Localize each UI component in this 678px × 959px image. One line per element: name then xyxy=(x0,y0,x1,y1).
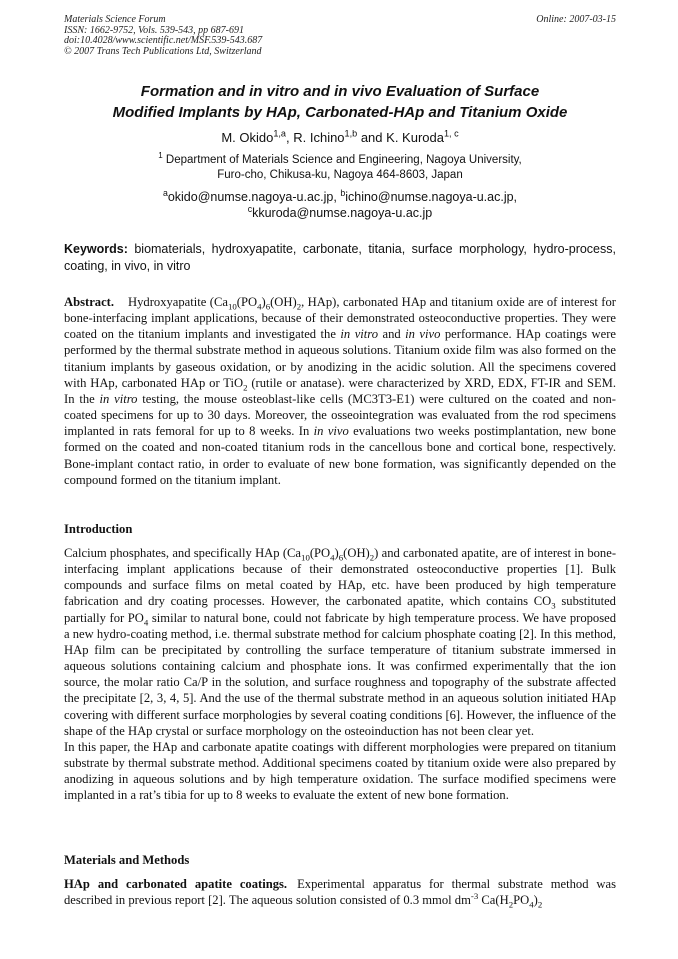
email-a-sup: a xyxy=(162,187,168,198)
subscript: 2 xyxy=(537,899,543,910)
italic-term: in vivo xyxy=(405,327,441,342)
journal-name: Materials Science Forum xyxy=(64,14,166,25)
subscript: 6 xyxy=(265,301,271,312)
keywords-label: Keywords: xyxy=(64,242,128,256)
methods-text: PO xyxy=(513,893,530,908)
abstract xyxy=(64,294,616,488)
author-2: R. Ichino xyxy=(293,130,345,145)
intro-text: ) and carbonated apatite, are of interest in bone-interfacing implant applications because of their demonstrated osteoconductive properties [1]. Bulk compounds and surface films on metal coated by HAp, etc. have been produced by high temperature fabrication and dry coating processes. However, the carbonated apatite, which contains CO xyxy=(64,546,617,609)
italic-term: in vivo xyxy=(313,424,349,439)
author-3: K. Kuroda xyxy=(386,130,444,145)
methods-text: ) xyxy=(533,893,538,908)
intro-text: Calcium phosphates, and specifically HAp (Ca xyxy=(64,546,302,560)
author-list: M. Okido$^{1,a}$, R. Ichino$^{1,b}$ and K. Kuroda$^{1, c}$ xyxy=(221,128,459,145)
subscript: 4 xyxy=(257,301,262,312)
italic-term: in vitro xyxy=(340,327,379,342)
subscript: 10 xyxy=(227,301,237,312)
subscript: 2 xyxy=(508,899,514,910)
keywords-text: biomaterials, hydroxyapatite, carbonate, titania, surface morphology, hydro-process, coating, in vivo, in vitro xyxy=(64,242,616,273)
abstract-text: (OH) xyxy=(270,295,297,309)
online-date: Online: 2007-03-15 xyxy=(536,14,616,25)
superscript: -3 xyxy=(470,890,479,901)
intro-paragraph-2: In this paper, the HAp and carbonate apatite coatings with different morphologies were prepared on titanium substrate by thermal substrate method. Additional specimens coated by titanium oxide were also prepared by anodizing in aqueous solutions and by high temperature oxidation. The surface modified specimens were implanted in a rat’s tibia for up to 8 weeks to evaluate the extent of new bone formation. xyxy=(64,739,616,803)
subscript: 2 xyxy=(369,552,375,563)
intro-text: ) xyxy=(334,546,339,560)
author-1-sup: 1,a xyxy=(273,128,286,139)
keywords xyxy=(64,241,616,274)
email-b-sup: b xyxy=(340,187,346,198)
methods-subheading: HAp and carbonated apatite coatings. xyxy=(64,877,288,891)
introduction-heading: Introduction xyxy=(64,522,133,536)
methods-text: Ca(H xyxy=(478,893,509,908)
subscript: 3 xyxy=(551,600,556,611)
abstract-text: evaluations two weeks postimplantation, new bone formed on the coated and non-coated titanium rods in the cancellous bone and cortical bone, respectively. Bone-implant contact ratio, in order to evaluate of new bone formation, was significantly depended on the compound formed on the titanium implant. xyxy=(64,424,616,487)
email-c-sup: c xyxy=(247,203,253,214)
author-and: and xyxy=(360,130,383,145)
affiliation-line-2: Furo-cho, Chikusa-ku, Nagoya 464-8603, Japan xyxy=(217,169,463,181)
methods-text: Experimental apparatus for thermal substrate method was described in previous report [2]. The aqueous solution consisted of 0.3 mmol dm xyxy=(64,877,616,908)
subscript: 2 xyxy=(296,301,302,312)
italic-term: in vitro xyxy=(99,391,138,406)
methods-heading: Materials and Methods xyxy=(64,853,190,867)
author-2-sup: 1,b xyxy=(344,128,358,139)
abstract-text: testing, the mouse osteoblast-like cells (MC3T3-E1) were cultured on the coated and non-coated specimens for up to 30 days. Moreover, the osseointegration was evaluated from the rod specimens implanted in rats femoral for up to 8 weeks. In xyxy=(64,391,616,439)
paper-title xyxy=(64,81,616,123)
email-list xyxy=(64,189,616,221)
title-line-2: Modified Implants by HAp, Carbonated-HAp and Titanium Oxide xyxy=(112,104,568,121)
abstract-text: (PO xyxy=(236,295,258,309)
methods-body xyxy=(64,876,616,908)
abstract-label: Abstract. xyxy=(64,295,115,309)
title-line-1: Formation and in vitro and in vivo Evaluation of Surface xyxy=(140,83,540,100)
intro-paragraph-1 xyxy=(64,545,616,739)
intro-text: similar to natural bone, could not fabricate by high temperature process. We have proposed a new hydro-coating method, i.e. thermal substrate method for calcium phosphate coating [2]. In this method, HAp film can be precipitated by controlling the surface temperature of titanium substrate immersed in aqueous solutions containing calcium and phosphate ions. It was confirmed experimentally that the ion source, the molar ratio Ca/P in the solution, and surface roughness and topography of the substrate affected the precipitate [2, 3, 4, 5]. And the use of the thermal substrate method in an aqueous solution initiated HAp covering with different surface morphologies by several coating conditions [6]. However, the influence of the shape of the HAp crystal or surface morphology on the osteoinduction has not been clear yet. xyxy=(64,610,616,738)
abstract-text: (rutile or anatase). were characterized by XRD, EDX, FT-IR and SEM. In the xyxy=(64,375,616,406)
author-3-sup: 1, c xyxy=(443,128,459,139)
abstract-text: , HAp), carbonated HAp and titanium oxide are of interest for bone-interfacing implant applications, because of their demonstrated osteoconductive properties. They were coated on the titanium implants and investigated the xyxy=(64,295,616,342)
affiliation-line-1: Department of Materials Science and Engineering, Nagoya University, xyxy=(165,154,522,166)
copyright-line: © 2007 Trans Tech Publications Ltd, Switzerland xyxy=(64,45,262,57)
email-b: ichino@numse.nagoya-u.ac.jp, xyxy=(345,190,518,204)
subscript: 2 xyxy=(243,382,248,393)
affiliation-number: 1 xyxy=(158,151,163,161)
intro-text: substituted partially for PO xyxy=(64,594,616,625)
journal-header xyxy=(64,15,616,57)
author-1: M. Okido xyxy=(221,130,274,145)
issn-line: ISSN: 1662-9752, Vols. 539-543, pp 687-691 xyxy=(64,24,244,36)
abstract-text: and xyxy=(378,327,406,342)
introduction-body xyxy=(64,545,616,804)
subscript: 4 xyxy=(529,899,534,910)
intro-text: (PO xyxy=(309,546,331,560)
email-a: okido@numse.nagoya-u.ac.jp, xyxy=(167,190,337,204)
abstract-text: performance. HAp coatings were performed by the thermal substrate method in aqueous solutions. Titanium oxide film was also formed on the titanium implants by gaseous oxidation, or by anodizing in the acidic solution. All the specimens covered with HAp, carbonated HAp or TiO xyxy=(64,327,617,390)
doi-line: doi:10.4028/www.scientific.net/MSF.539-543.687 xyxy=(64,35,263,47)
abstract-text: ) xyxy=(261,295,266,309)
abstract-text: Hydroxyapatite (Ca xyxy=(128,295,228,309)
email-c: kkuroda@numse.nagoya-u.ac.jp xyxy=(252,206,433,220)
subscript: 6 xyxy=(338,552,344,563)
affiliation xyxy=(64,153,616,183)
intro-text: (OH) xyxy=(343,546,370,560)
subscript: 4 xyxy=(330,552,335,563)
subscript: 10 xyxy=(301,552,310,563)
subscript: 4 xyxy=(143,617,149,628)
